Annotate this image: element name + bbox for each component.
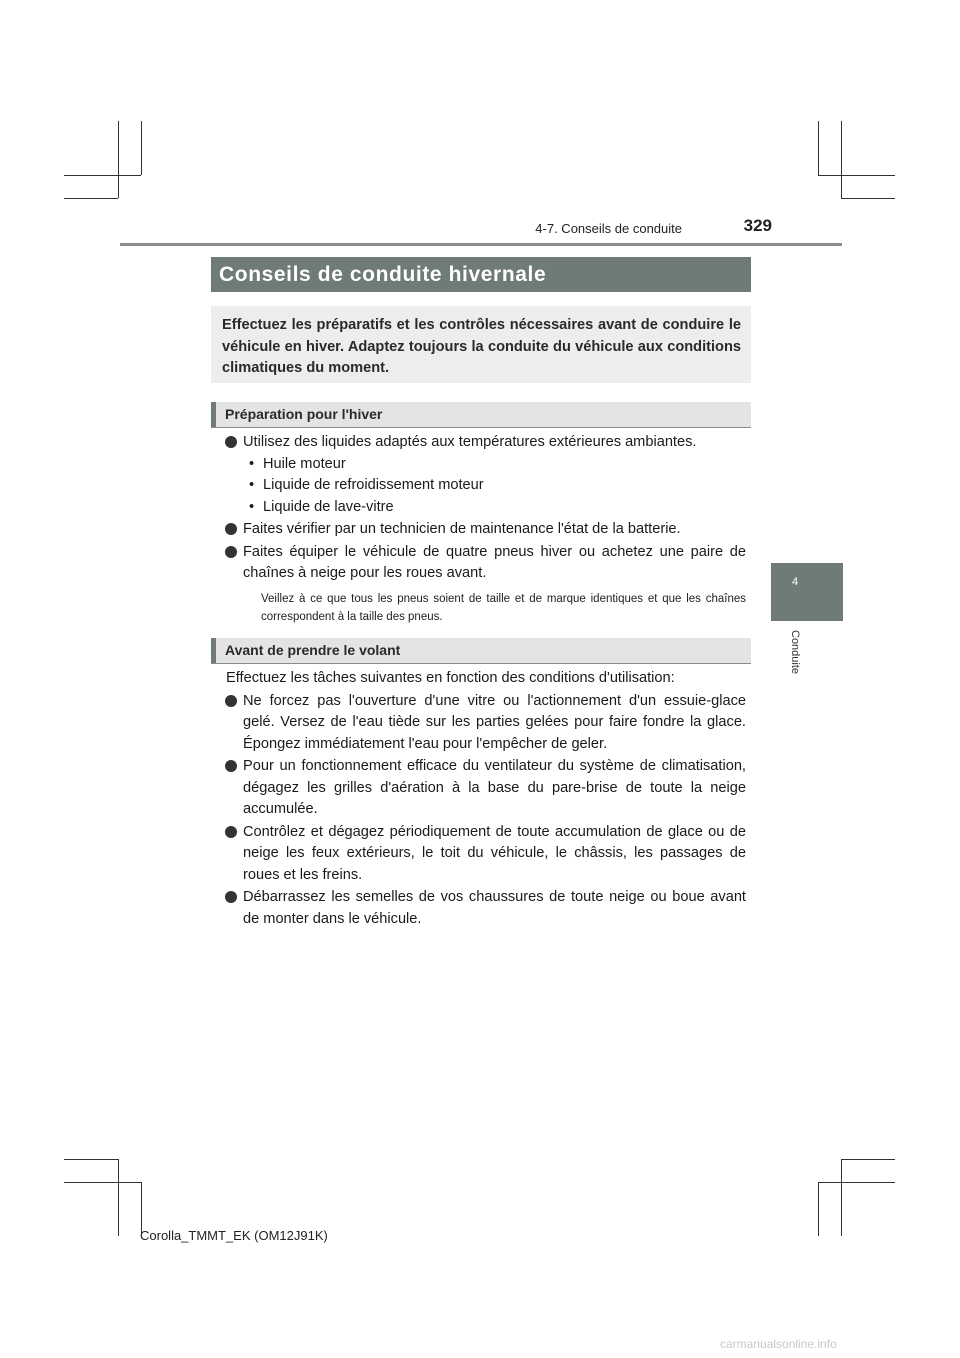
bullet-text: Utilisez des liquides adaptés aux températures extérieures ambiantes. <box>243 434 697 450</box>
bullet-text: Ne forcez pas l'ouverture d'une vitre ou l'actionnement d'un essuie-glace gelé. Versez de l'eau tiède sur les parties gelées pour faire fondre la glace. Épongez immédiatement l'eau pour l'empêcher de geler. <box>243 692 746 752</box>
crop-mark <box>141 121 142 175</box>
chapter-tab <box>771 563 843 621</box>
list-item <box>226 691 746 756</box>
list-item <box>226 432 746 454</box>
crop-mark <box>841 121 842 198</box>
watermark: carmanualsonline.info <box>720 1337 837 1351</box>
crop-mark <box>841 1159 895 1160</box>
list-item <box>226 822 746 887</box>
sub-list <box>226 454 746 519</box>
crop-mark <box>118 121 119 198</box>
bullet-icon <box>225 760 237 772</box>
bullet-icon <box>225 891 237 903</box>
section-heading-text: Préparation pour l'hiver <box>225 406 383 422</box>
lead-text: Effectuez les tâches suivantes en fonction des conditions d'utilisation: <box>226 670 675 686</box>
bullet-text: Contrôlez et dégagez périodiquement de toute accumulation de glace ou de neige les feux extérieurs, le toit du véhicule, le châssis, les passages de roues et les freins. <box>243 823 746 883</box>
list-item <box>226 887 746 930</box>
crop-mark <box>818 175 895 176</box>
bullet-icon <box>225 523 237 535</box>
crop-mark <box>64 198 118 199</box>
crop-mark <box>818 1182 895 1183</box>
section-heading-preparation <box>211 402 751 428</box>
crop-mark <box>841 1159 842 1236</box>
chapter-number: 4 <box>791 576 799 588</box>
chapter-label-text: Conduite <box>789 630 801 675</box>
bullet-text: Débarrassez les semelles de vos chaussures de toute neige ou boue avant de monter dans le véhicule. <box>243 889 746 927</box>
page-title: Conseils de conduite hivernale <box>219 263 547 286</box>
sub-item-text: Huile moteur <box>263 455 346 472</box>
bullet-icon <box>225 826 237 838</box>
page-number: 329 <box>743 216 772 235</box>
sub-list-item <box>247 497 746 519</box>
crop-mark <box>64 1182 141 1183</box>
list-item <box>226 519 746 541</box>
section-heading-text: Avant de prendre le volant <box>225 642 401 658</box>
crop-mark <box>818 121 819 175</box>
list-item <box>226 756 746 821</box>
note-text: Veillez à ce que tous les pneus soient de taille et de marque identiques et que les chaînes correspondent à la taille des pneus. <box>261 592 746 623</box>
header-divider <box>120 243 842 246</box>
list-item <box>226 542 746 585</box>
section-heading-before-driving <box>211 638 751 664</box>
crop-mark <box>64 1159 118 1160</box>
bullet-text: Faites vérifier par un technicien de maintenance l'état de la batterie. <box>243 521 681 537</box>
section-label: 4-7. Conseils de conduite <box>535 221 682 236</box>
bullet-text: Pour un fonctionnement efficace du ventilateur du système de climatisation, dégagez les grilles d'aération à la base du pare-brise de toute la neige accumulée. <box>243 758 746 817</box>
sub-item-text: Liquide de refroidissement moteur <box>263 477 484 493</box>
sub-list-item <box>247 454 746 476</box>
sub-list-item <box>247 475 746 497</box>
manual-code: Corolla_TMMT_EK (OM12J91K) <box>140 1228 328 1243</box>
sub-item-text: Liquide de lave-vitre <box>263 498 394 515</box>
page-title-bar <box>211 257 751 292</box>
middle-dot-icon: • <box>249 477 255 493</box>
bullet-icon <box>225 695 237 707</box>
middle-dot-icon: • <box>249 498 255 515</box>
crop-mark <box>118 1159 119 1236</box>
crop-mark <box>818 1182 819 1236</box>
bullet-icon <box>225 436 237 448</box>
bullet-text: Faites équiper le véhicule de quatre pneus hiver ou achetez une paire de chaînes à neige pour les roues avant. <box>243 543 746 581</box>
intro-box <box>211 306 751 383</box>
section-preparation-content <box>226 432 746 627</box>
middle-dot-icon: • <box>249 455 255 472</box>
intro-text: Effectuez les préparatifs et les contrôles nécessaires avant de conduire le véhicule en hiver. Adaptez toujours la conduite du véhicule aux conditions climatiques du moment. <box>222 317 741 376</box>
crop-mark <box>841 198 895 199</box>
section-before-driving-content <box>226 668 746 930</box>
crop-mark <box>64 175 141 176</box>
bullet-icon <box>225 546 237 558</box>
chapter-label <box>785 630 805 690</box>
